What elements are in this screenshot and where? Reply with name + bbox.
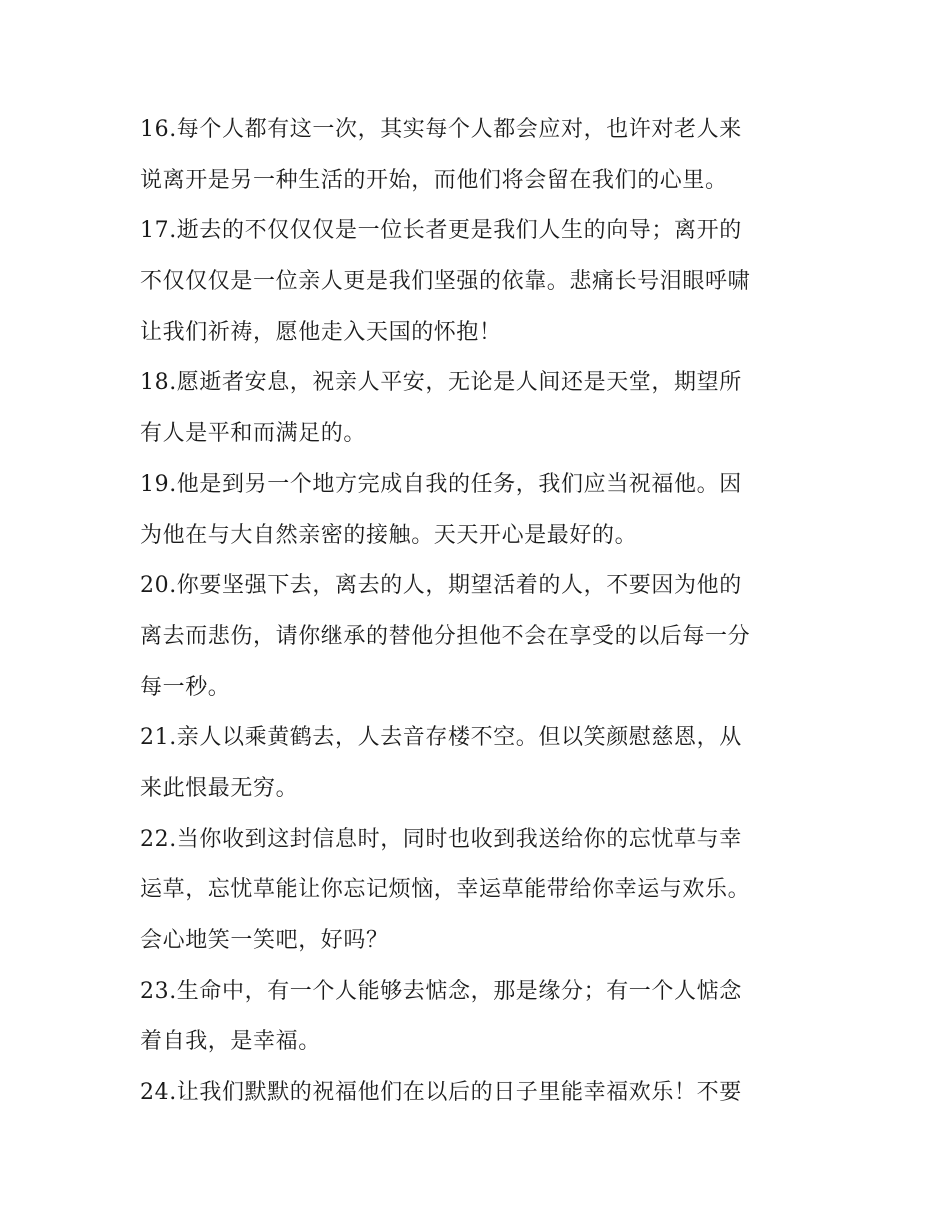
text-line: 每一秒。: [140, 674, 231, 700]
text-line: 不仅仅仅是一位亲人更是我们坚强的依靠。悲痛长号泪眼呼啸: [140, 269, 751, 295]
text-line: 为他在与大自然亲密的接触。天天开心是最好的。: [140, 522, 638, 548]
text-line: 23.生命中，有一个人能够去惦念，那是缘分；有一个人惦念: [140, 978, 742, 1004]
text-line: 17.逝去的不仅仅仅是一位长者更是我们人生的向导；离开的: [140, 218, 742, 244]
text-line: 有人是平和而满足的。: [140, 421, 367, 447]
text-line: 20.你要坚强下去，离去的人，期望活着的人，不要因为他的: [140, 573, 742, 599]
text-line: 离去而悲伤，请你继承的替他分担他不会在享受的以后每一分: [140, 623, 751, 649]
text-line: 让我们祈祷，愿他走入天国的怀抱！: [140, 319, 502, 345]
text-line: 运草，忘忧草能让你忘记烦恼，幸运草能带给你幸运与欢乐。: [140, 877, 751, 903]
text-line: 说离开是另一种生活的开始，而他们将会留在我们的心里。: [140, 167, 728, 193]
text-line: 21.亲人以乘黄鹤去，人去音存楼不空。但以笑颜慰慈恩，从: [140, 725, 742, 751]
text-line: 着自我，是幸福。: [140, 1029, 321, 1055]
text-line: 18.愿逝者安息，祝亲人平安，无论是人间还是天堂，期望所: [140, 370, 742, 396]
body-text: [140, 105, 830, 1119]
text-line: 16.每个人都有这一次，其实每个人都会应对，也许对老人来: [140, 117, 742, 142]
text-line: 来此恨最无穷。: [140, 775, 299, 801]
text-line: 会心地笑一笑吧，好吗？: [140, 928, 389, 953]
text-line: 19.他是到另一个地方完成自我的任务，我们应当祝福他。因: [140, 471, 742, 497]
text-line: 22.当你收到这封信息时，同时也收到我送给你的忘忧草与幸: [140, 826, 742, 852]
text-line: 24.让我们默默的祝福他们在以后的日子里能幸福欢乐！不要: [140, 1080, 742, 1106]
